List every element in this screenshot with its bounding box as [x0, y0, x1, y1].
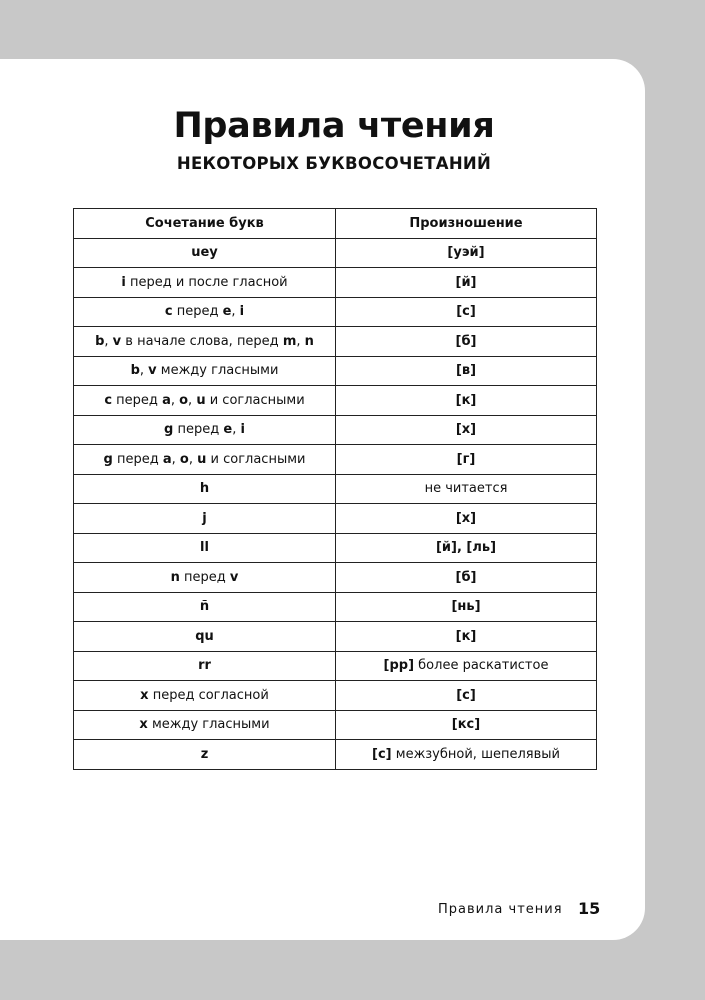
- combo-text-segment: m: [282, 333, 297, 349]
- pronunciation-cell: [336, 622, 597, 652]
- table-body: [74, 238, 597, 769]
- combo-text-segment: перед: [179, 569, 230, 585]
- combo-text-segment: b: [130, 363, 140, 379]
- combo-text-segment: перед: [172, 304, 223, 320]
- combo-text-segment: ,: [170, 392, 180, 408]
- combo-text-segment: g: [103, 451, 113, 467]
- pron-text-segment: [в]: [455, 363, 477, 379]
- combo-text-segment: uey: [191, 245, 218, 261]
- pronunciation-cell: [336, 268, 597, 298]
- combo-text-segment: u: [197, 451, 207, 467]
- combo-text-segment: g: [164, 422, 174, 438]
- combo-text-segment: z: [200, 746, 209, 762]
- pronunciation-cell: [336, 386, 597, 416]
- combo-text-segment: ,: [188, 451, 198, 467]
- combo-text-segment: o: [179, 451, 189, 467]
- table-row: [74, 622, 597, 652]
- pron-text-segment: [х]: [455, 422, 477, 438]
- pron-text-segment: [б]: [455, 569, 477, 585]
- table-row: [74, 297, 597, 327]
- combo-text-segment: i: [240, 422, 245, 438]
- pronunciation-cell: [336, 474, 597, 504]
- combo-text-segment: v: [229, 569, 239, 585]
- combo-text-segment: и согласными: [206, 451, 306, 467]
- combo-text-segment: ,: [188, 392, 197, 408]
- pron-text-segment: [уэй]: [447, 245, 485, 261]
- table-row: [74, 504, 597, 534]
- pron-text-segment: [нь]: [451, 599, 481, 615]
- combo-text-segment: и согласными: [205, 392, 305, 408]
- pron-text-segment: [й], [ль]: [435, 540, 497, 556]
- combo-text-segment: o: [179, 392, 189, 408]
- table-row: [74, 386, 597, 416]
- pronunciation-cell: [336, 415, 597, 445]
- pronunciation-cell: [336, 563, 597, 593]
- pron-text-segment: [к]: [455, 392, 477, 408]
- pronunciation-cell: [336, 297, 597, 327]
- combo-text-segment: x: [140, 687, 149, 703]
- table-row: [74, 238, 597, 268]
- pron-text-segment: [б]: [455, 333, 477, 349]
- pronunciation-cell: [336, 327, 597, 357]
- letter-combination-cell: [74, 592, 336, 622]
- letter-combination-cell: [74, 710, 336, 740]
- combo-text-segment: перед и после гласной: [125, 274, 288, 290]
- combo-text-segment: ,: [296, 333, 305, 349]
- letter-combination-cell: [74, 563, 336, 593]
- page-title: Правила чтения: [173, 106, 495, 146]
- pronunciation-cell: [336, 740, 597, 770]
- letter-combination-cell: [74, 740, 336, 770]
- combo-text-segment: между гласными: [156, 363, 279, 379]
- letter-combination-cell: [74, 474, 336, 504]
- combo-text-segment: h: [199, 481, 210, 497]
- combo-text-segment: перед согласной: [148, 687, 269, 703]
- combo-text-segment: n: [170, 569, 180, 585]
- combo-text-segment: v: [112, 333, 122, 349]
- combo-text-segment: ,: [104, 333, 113, 349]
- table-row: [74, 740, 597, 770]
- pron-text-segment: [к]: [455, 628, 477, 644]
- page-number: 15: [578, 899, 601, 918]
- table-row: [74, 474, 597, 504]
- combo-text-segment: c: [104, 392, 113, 408]
- pronunciation-cell: [336, 651, 597, 681]
- pron-text-segment: [с]: [372, 746, 392, 762]
- pron-text-segment: [с]: [456, 687, 476, 703]
- table-row: [74, 415, 597, 445]
- pronunciation-cell: [336, 356, 597, 386]
- combo-text-segment: ,: [232, 422, 241, 438]
- pron-text-segment: [кс]: [451, 717, 481, 733]
- combo-text-segment: a: [162, 392, 171, 408]
- combo-text-segment: u: [196, 392, 206, 408]
- pronunciation-cell: [336, 681, 597, 711]
- combo-text-segment: между гласными: [147, 717, 270, 733]
- combo-text-segment: перед: [112, 451, 163, 467]
- combo-text-segment: i: [239, 304, 245, 320]
- pron-text-segment: [х]: [455, 510, 477, 526]
- combo-text-segment: c: [164, 304, 173, 320]
- table-row: [74, 533, 597, 563]
- combo-text-segment: ,: [139, 363, 149, 379]
- letter-combination-cell: [74, 327, 336, 357]
- pronunciation-cell: [336, 504, 597, 534]
- letter-combination-cell: [74, 386, 336, 416]
- reading-rules-table: [73, 208, 597, 770]
- letter-combination-cell: [74, 297, 336, 327]
- combo-text-segment: v: [148, 363, 157, 379]
- combo-text-segment: e: [223, 422, 233, 438]
- table-row: [74, 327, 597, 357]
- letter-combination-cell: [74, 415, 336, 445]
- pron-text-segment: [й]: [455, 274, 477, 290]
- combo-text-segment: перед: [173, 422, 224, 438]
- pronunciation-cell: [336, 238, 597, 268]
- pron-text-segment: [рр]: [383, 658, 415, 674]
- book-page: [0, 59, 645, 940]
- header-letter-combination: Сочетание букв: [74, 209, 336, 239]
- letter-combination-cell: [74, 651, 336, 681]
- pron-text-segment: более раскатистое: [414, 658, 549, 674]
- pronunciation-cell: [336, 592, 597, 622]
- letter-combination-cell: [74, 445, 336, 475]
- combo-text-segment: x: [139, 717, 148, 733]
- header-pronunciation: Произношение: [336, 209, 597, 239]
- pron-text-segment: не читается: [424, 481, 508, 497]
- combo-text-segment: ,: [231, 304, 240, 320]
- combo-text-segment: n: [304, 333, 314, 349]
- combo-text-segment: перед: [112, 392, 163, 408]
- combo-text-segment: ,: [171, 451, 180, 467]
- combo-text-segment: j: [202, 510, 207, 526]
- combo-text-segment: e: [222, 304, 232, 320]
- combo-text-segment: ll: [200, 540, 209, 556]
- letter-combination-cell: [74, 622, 336, 652]
- letter-combination-cell: [74, 356, 336, 386]
- page-subtitle: НЕКОТОРЫХ БУКВОСОЧЕТАНИЙ: [176, 154, 492, 173]
- combo-text-segment: qu: [195, 628, 214, 644]
- combo-text-segment: i: [121, 274, 126, 290]
- pron-text-segment: [г]: [456, 451, 476, 467]
- table-row: [74, 268, 597, 298]
- letter-combination-cell: [74, 504, 336, 534]
- pron-text-segment: межзубной, шепелявый: [391, 746, 560, 762]
- running-footer-title: Правила чтения: [438, 902, 563, 917]
- pron-text-segment: [с]: [456, 304, 476, 320]
- pronunciation-cell: [336, 710, 597, 740]
- combo-text-segment: в начале слова, перед: [121, 333, 283, 349]
- pronunciation-cell: [336, 445, 597, 475]
- table-row: [74, 710, 597, 740]
- letter-combination-cell: [74, 238, 336, 268]
- pronunciation-cell: [336, 533, 597, 563]
- table-header-row: [74, 209, 597, 239]
- combo-text-segment: ñ: [199, 599, 210, 615]
- table-row: [74, 651, 597, 681]
- letter-combination-cell: [74, 681, 336, 711]
- letter-combination-cell: [74, 533, 336, 563]
- letter-combination-cell: [74, 268, 336, 298]
- table-row: [74, 563, 597, 593]
- table-row: [74, 681, 597, 711]
- table-row: [74, 445, 597, 475]
- combo-text-segment: b: [95, 333, 105, 349]
- table-row: [74, 356, 597, 386]
- combo-text-segment: rr: [198, 658, 211, 674]
- combo-text-segment: a: [162, 451, 172, 467]
- table-row: [74, 592, 597, 622]
